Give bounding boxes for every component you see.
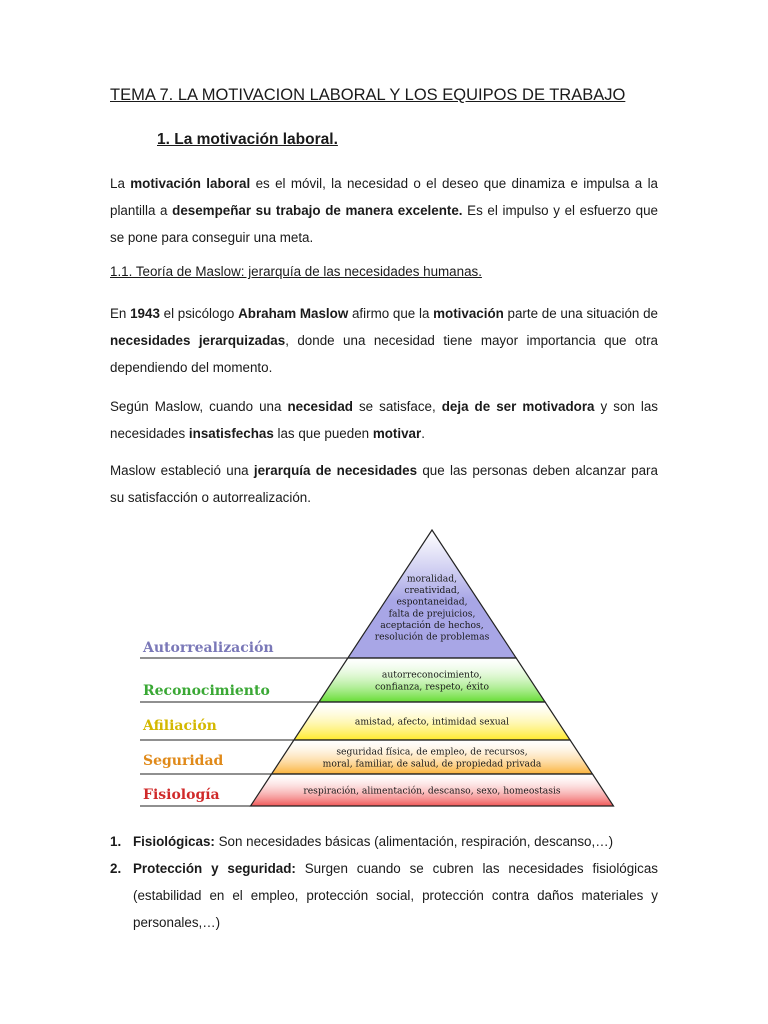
needs-list xyxy=(110,828,658,936)
text-run: y son las necesidades xyxy=(110,399,658,441)
bold-text: motivación laboral xyxy=(130,176,251,191)
pyramid-level-text: amistad, afecto, intimidad sexual xyxy=(354,716,510,728)
pyramid-level-label: Seguridad xyxy=(143,753,224,769)
text-run: Es el impulso y el esfuerzo que se pone para conseguir una meta. xyxy=(110,203,658,245)
text-run: se satisface, xyxy=(352,399,442,414)
text-run: las que pueden xyxy=(273,426,373,441)
bold-text: jerarquía de necesidades xyxy=(253,463,418,478)
subsection-title: 1.1. Teoría de Maslow: jerarquía de las necesidades humanas. xyxy=(110,264,482,279)
document-title: TEMA 7. LA MOTIVACION LABORAL Y LOS EQUIPOS DE TRABAJO xyxy=(110,86,626,104)
pyramid-level-text: aceptación de hechos, xyxy=(380,619,484,631)
text-run: es el móvil, la necesidad o el deseo que dinamiza e impulsa a la plantilla a xyxy=(110,176,658,218)
bold-text: 1943 xyxy=(130,306,160,321)
bold-text: motivar xyxy=(372,426,422,441)
pyramid-level-label: Autorrealización xyxy=(143,640,274,656)
list-item-text: Surgen cuando se cubren las necesidades fisiológicas (estabilidad en el empleo, protección social, protección contra daños materiales y personales,…) xyxy=(133,861,658,930)
pyramid-level-text: falta de prejuicios, xyxy=(388,608,476,620)
paragraph-motivation-definition xyxy=(110,170,658,251)
text-run: Según Maslow, cuando una xyxy=(110,399,288,414)
list-item xyxy=(110,855,658,936)
pyramid-level-label: Reconocimiento xyxy=(143,683,270,699)
text-run: que las personas deben alcanzar para su satisfacción o autorrealización. xyxy=(110,463,658,505)
maslow-pyramid-diagram xyxy=(0,520,768,816)
pyramid-level-text: moral, familiar, de salud, de propiedad privada xyxy=(322,758,542,770)
text-run: En xyxy=(110,306,131,321)
pyramid-level-label: Fisiología xyxy=(143,787,220,803)
pyramid-level-text: creatividad, xyxy=(404,585,460,597)
paragraph-maslow-hierarchy xyxy=(110,457,658,511)
bold-text: desempeñar su trabajo de manera excelente. xyxy=(172,203,463,218)
list-item-number: 1. xyxy=(110,834,122,849)
list-item-text: Son necesidades básicas (alimentación, respiración, descanso,…) xyxy=(214,834,614,849)
pyramid-level-text: autorreconocimiento, xyxy=(381,669,483,681)
paragraph-maslow-1943 xyxy=(110,300,658,381)
pyramid-level-text: respiración, alimentación, descanso, sexo, homeostasis xyxy=(303,785,561,797)
text-run: La xyxy=(110,176,131,191)
pyramid-level-text: moralidad, xyxy=(406,573,458,585)
pyramid-level-text: resolución de problemas xyxy=(374,631,490,643)
list-item-title: Fisiológicas: xyxy=(133,834,215,849)
text-run: , donde una necesidad tiene mayor importancia que otra dependiendo del momento. xyxy=(110,333,659,375)
bold-text: deja de ser motivadora xyxy=(441,399,595,414)
list-item-title: Protección y seguridad: xyxy=(133,861,296,876)
bold-text: necesidad xyxy=(287,399,353,414)
pyramid-level-text: seguridad física, de empleo, de recursos, xyxy=(336,746,528,758)
list-item xyxy=(110,828,658,855)
section-title: 1. La motivación laboral. xyxy=(157,131,338,148)
pyramid-level-text: confianza, respeto, éxito xyxy=(375,681,489,693)
bold-text: insatisfechas xyxy=(188,426,274,441)
bold-text: Abraham Maslow xyxy=(238,306,349,321)
bold-text: necesidades jerarquizadas xyxy=(110,333,286,348)
bold-text: motivación xyxy=(433,306,504,321)
text-run: Maslow estableció una xyxy=(110,463,254,478)
text-run: el psicólogo xyxy=(159,306,239,321)
text-run: afirmo que la xyxy=(348,306,434,321)
text-run: . xyxy=(421,426,425,441)
paragraph-maslow-satisfaction xyxy=(110,393,658,447)
pyramid-level-text: espontaneidad, xyxy=(396,596,468,608)
text-run: parte de una situación de xyxy=(503,306,658,321)
pyramid-level-label: Afiliación xyxy=(143,718,217,734)
list-item-number: 2. xyxy=(110,861,122,876)
